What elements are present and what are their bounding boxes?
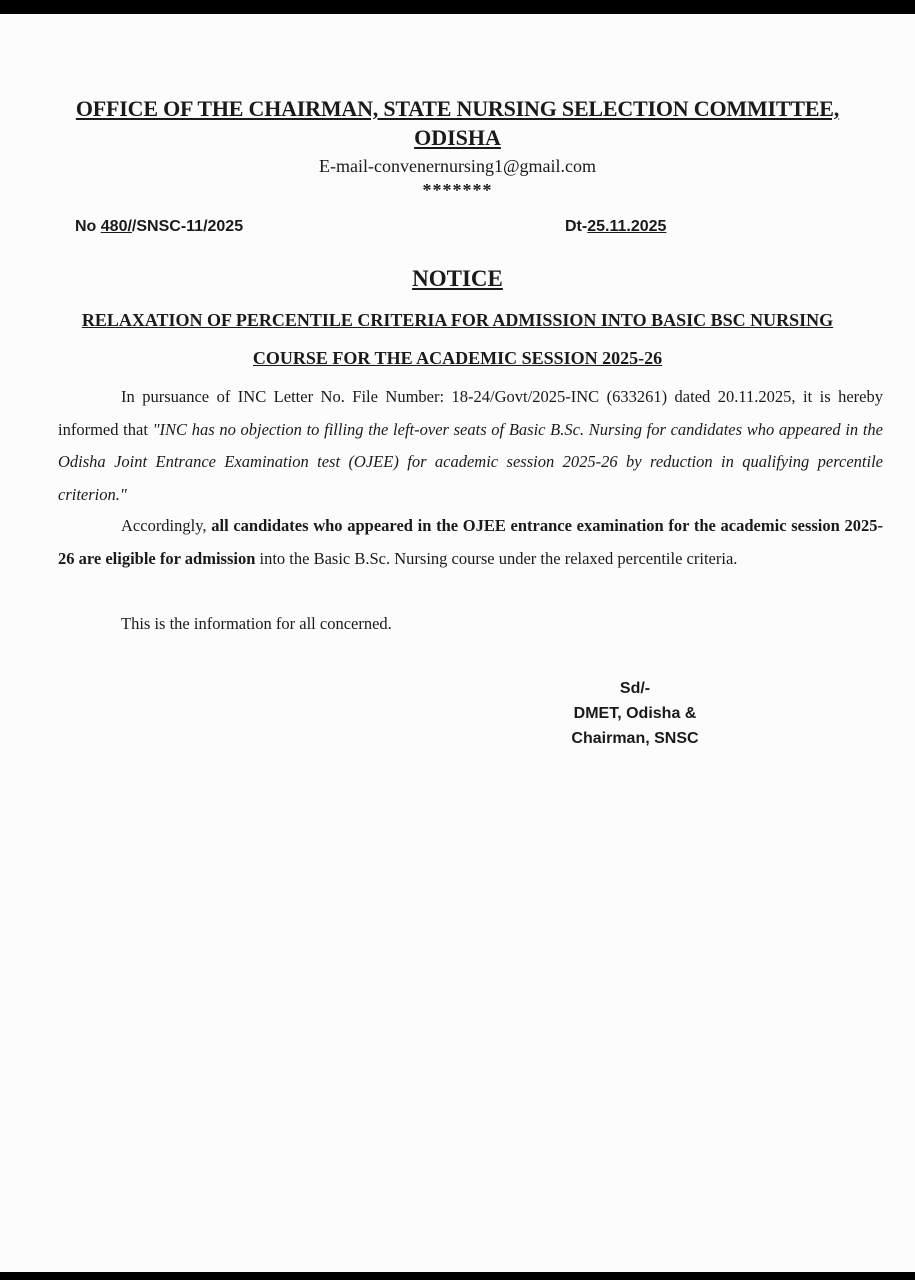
- paragraph-1-text: In pursuance of INC Letter No. File Number: 18-24/Govt/2025-INC (633261) dated 20.11.2025, it is hereby informed that: [58, 387, 883, 439]
- subject-line1: RELAXATION OF PERCENTILE CRITERIA FOR ADMISSION INTO BASIC BSC NURSING: [81, 310, 834, 330]
- document-page: [0, 14, 915, 1272]
- reference-number-suffix: /SNSC-11/2025: [131, 218, 244, 235]
- signature-block: [565, 676, 705, 751]
- paragraph-2: [58, 510, 883, 575]
- notice-title: NOTICE: [412, 266, 503, 291]
- reference-number-value: 480/: [100, 218, 132, 235]
- signature-designation: DMET, Odisha &: [573, 705, 697, 722]
- reference-number: [75, 218, 243, 236]
- paragraph-1-quote: "INC has no objection to filling the left-over seats of Basic B.Sc. Nursing for candidates who appeared in the Odisha Joint Entrance Examination test (OJEE) for academic session 2025-26 by reduction in qualifying percentile criterion.": [58, 419, 883, 505]
- office-title-line1: OFFICE OF THE CHAIRMAN, STATE NURSING SELECTION COMMITTEE,: [75, 96, 840, 121]
- reference-date-prefix: Dt-: [565, 218, 588, 235]
- office-email: E-mail-convenernursing1@gmail.com: [319, 156, 596, 176]
- header-separator: *******: [422, 180, 493, 200]
- reference-number-prefix: No: [75, 218, 101, 235]
- paragraph-3: This is the information for all concerned.: [121, 614, 392, 633]
- signature-sd: Sd/-: [619, 680, 651, 697]
- subject-line2: COURSE FOR THE ACADEMIC SESSION 2025-26: [252, 348, 663, 368]
- reference-date-value: 25.11.2025: [587, 218, 667, 235]
- paragraph-2-bold: all candidates who appeared in the OJEE entrance examination for the academic session 2025-26 are eligible for admission: [58, 516, 883, 568]
- signature-chairman: Chairman, SNSC: [571, 730, 699, 747]
- office-title-line2: ODISHA: [414, 125, 501, 150]
- reference-date: [565, 218, 666, 236]
- paragraph-1: [58, 381, 883, 512]
- paragraph-2-end: into the Basic B.Sc. Nursing course under the relaxed percentile criteria.: [255, 548, 738, 568]
- paragraph-2-start: Accordingly,: [121, 516, 212, 535]
